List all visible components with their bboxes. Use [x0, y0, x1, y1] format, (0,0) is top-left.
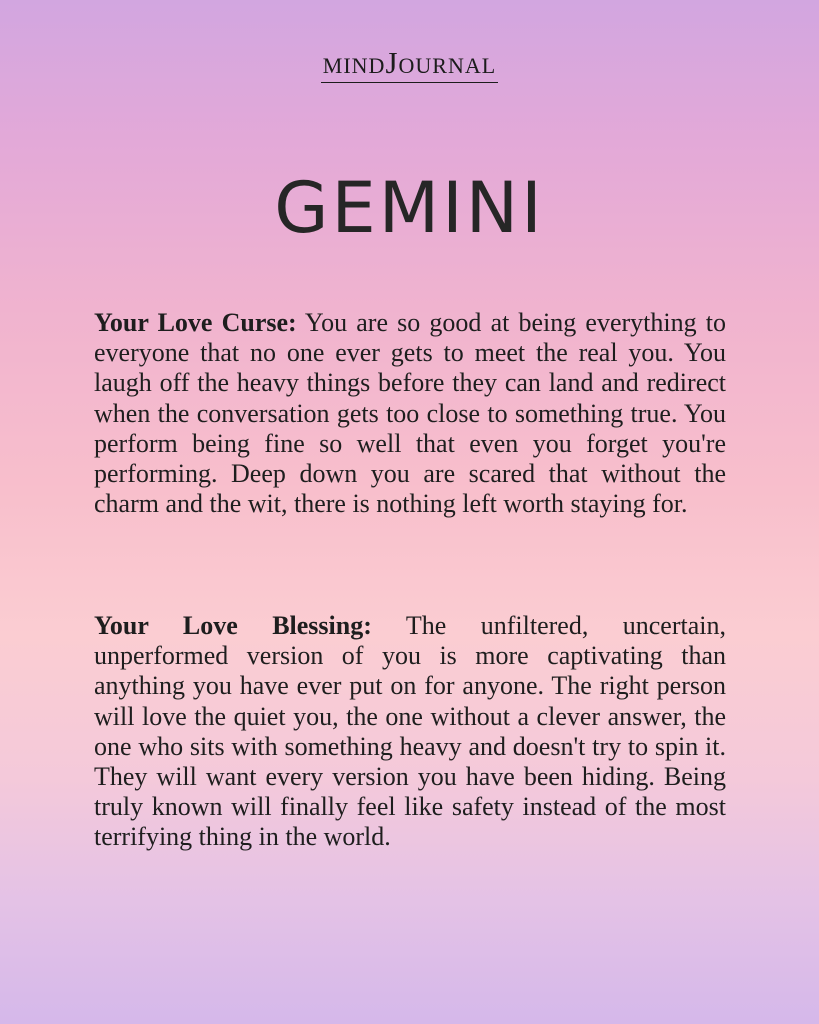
love-blessing-label: Your Love Blessing:	[94, 611, 372, 640]
brand-word-ournal: OURNAL	[398, 53, 497, 78]
brand-letter-j: J	[385, 45, 399, 80]
brand-logo	[0, 45, 819, 83]
love-curse-text: You are so good at being everything to everyone that no one ever gets to meet the real you. You laugh off the heavy things before they can land and redirect when the conversation gets too close to something true. You perform being fine so well that even you forget you're performing. Deep down you are scared that without the charm and the wit, there is nothing left worth staying for.	[94, 308, 726, 519]
page-title: GEMINI	[274, 167, 545, 249]
love-curse-label: Your Love Curse:	[94, 308, 297, 337]
love-blessing-text: The unfiltered, uncertain, unperformed version of you is more captivating than anything you have ever put on for anyone. The right person will love the quiet you, the one without a clever answer, the one who sits with something heavy and doesn't try to spin it. They will want every version you have been hiding. Being truly known will finally feel like safety instead of the most terrifying thing in the world.	[94, 611, 726, 852]
love-curse-paragraph	[94, 308, 726, 519]
brand-word-mind: MIND	[322, 53, 386, 78]
love-blessing-paragraph	[94, 611, 726, 853]
brand-wordmark	[321, 45, 498, 83]
